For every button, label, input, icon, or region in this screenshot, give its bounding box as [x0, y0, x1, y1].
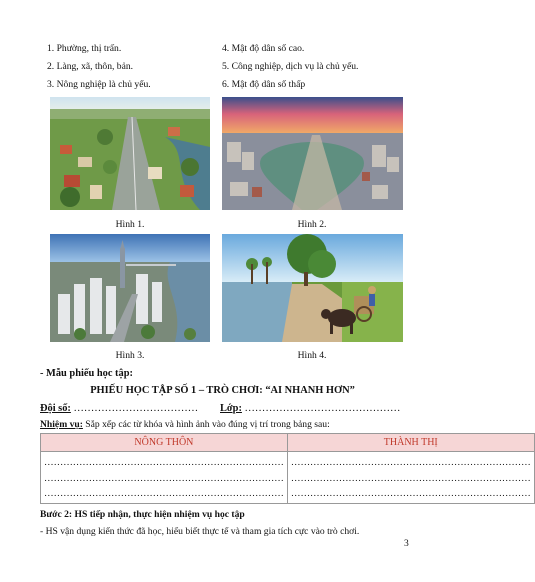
keyword-5: 5. Công nghiệp, dịch vụ là chủ yếu. — [222, 61, 359, 72]
urban-answer-cell[interactable] — [287, 452, 534, 504]
figure-3-caption: Hình 3. — [115, 350, 145, 361]
keyword-1: 1. Phường, thị trấn. — [47, 43, 122, 54]
step2-title: Bước 2: HS tiếp nhận, thực hiện nhiệm vụ học tập — [40, 509, 245, 520]
team-dots: ……………………………… — [70, 403, 199, 414]
worksheet-intro: - Mẫu phiếu học tập: — [40, 368, 133, 379]
task-text: Sắp xếp các từ khóa và hình ảnh vào đúng vị trí trong bảng sau: — [82, 419, 330, 430]
class-line — [220, 402, 400, 415]
figure-1-image — [50, 97, 210, 210]
figure-4-caption: Hình 4. — [297, 350, 327, 361]
figure-3-image — [50, 234, 210, 342]
page-number: 3 — [404, 538, 409, 549]
task-label: Nhiệm vụ: — [40, 419, 83, 430]
column-header-urban: THÀNH THỊ — [287, 434, 534, 452]
worksheet-table — [40, 433, 535, 504]
column-header-rural: NÔNG THÔN — [41, 434, 288, 452]
keyword-2: 2. Làng, xã, thôn, bản. — [47, 61, 134, 72]
step2-text: - HS vận dụng kiến thức đã học, hiểu biết thực tế và tham gia tích cực vào trò chơi. — [40, 526, 360, 537]
figure-2-image — [222, 97, 403, 210]
task-line — [40, 419, 330, 431]
worksheet-title: PHIẾU HỌC TẬP SỐ 1 – TRÒ CHƠI: “AI NHANH HƠN” — [90, 385, 355, 396]
class-dots: ……………………………………… — [241, 403, 401, 414]
urban-dot-line: ………………………………………………………………… — [290, 457, 531, 468]
rural-answer-cell[interactable] — [41, 452, 288, 504]
keyword-4: 4. Mật độ dân số cao. — [222, 43, 305, 54]
rural-dot-line: ………………………………………………………………… — [44, 488, 284, 499]
rural-dot-line: ………………………………………………………………… — [44, 472, 284, 484]
rural-dot-line: ………………………………………………………………… — [44, 457, 284, 468]
team-label: Đội số: — [40, 403, 71, 414]
figure-4-image — [222, 234, 403, 342]
team-line — [40, 402, 198, 415]
urban-dot-line: ………………………………………………………………… — [290, 472, 531, 484]
figure-2-caption: Hình 2. — [297, 219, 327, 230]
keyword-3: 3. Nông nghiệp là chủ yếu. — [47, 79, 151, 90]
figure-1-caption: Hình 1. — [115, 219, 145, 230]
class-label: Lớp: — [220, 403, 242, 414]
urban-dot-line: ………………………………………………………………… — [290, 488, 531, 499]
keyword-6: 6. Mật độ dân số thấp — [222, 79, 306, 90]
